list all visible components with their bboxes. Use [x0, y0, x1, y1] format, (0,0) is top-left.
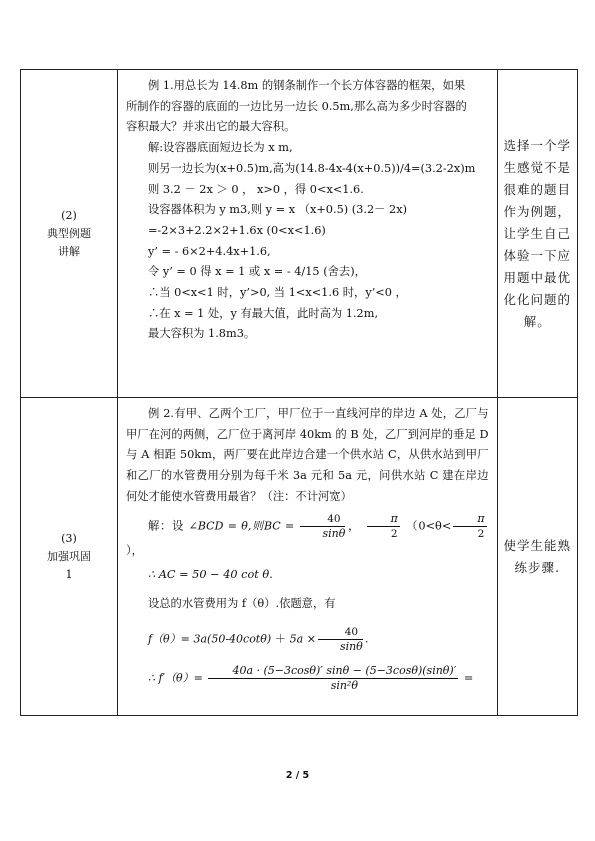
fraction-denominator: sinθ [339, 639, 363, 653]
text-line: ∴当 0<x<1 时，y’>0, 当 1<x<1.6 时，y’<0 ， [147, 286, 407, 300]
f-theta: f（θ）= [147, 632, 190, 646]
text-line: 例 1.用总长为 14.8m 的钢条制作一个长方体容器的框架，如果 [147, 79, 466, 92]
text-line: 则另一边长为(x+0.5)m,高为(14.8-4x-4(x+0.5))/4=(3.2-2x)m [147, 161, 476, 175]
teaching-note: 使学生能熟练步骤. [497, 398, 577, 716]
section-title: 典型例题 [46, 226, 91, 240]
section-subtitle: 1 [65, 567, 73, 581]
cost-function [126, 625, 489, 654]
problem-text: 例 2.有甲、乙两个工厂，甲厂位于一直线河岸的岸边 A 处，乙厂与甲厂在河的两侧，乙厂位于离河岸 40km 的 B 处，乙厂到河岸的垂足 D 与 A 相距 50km，两厂要在此岸边合建一个供水站 C，从供水站到甲厂和乙厂的水管费用分别为每千米 3a 元和 5a 元，问供水站 C 建在岸边何处才能使水管费用最省？（注：不计河宽） [125, 407, 489, 503]
fraction-numerator: π [453, 512, 486, 527]
text-line: ∴在 x = 1 处，y 有最大值，此时高为 1.2m, [147, 306, 379, 320]
period: . [364, 632, 369, 646]
text-line: 最大容积为 1.8m3。 [147, 327, 256, 341]
section-title: 加强巩固 [46, 549, 91, 563]
range-close: ）， [125, 543, 143, 557]
fraction-numerator: 40a · (5−3cosθ)′ sinθ − (5−3cosθ)(sinθ)′ [208, 664, 458, 679]
equals-sign: = [463, 671, 474, 685]
fraction-denominator: sinθ [322, 526, 346, 540]
section-number: (3) [61, 531, 77, 545]
f-prime: ∴ f′（θ）= [147, 671, 203, 685]
derivative-fraction [208, 664, 458, 693]
lesson-table [20, 69, 578, 716]
text-line: 则 3.2 － 2x ＞ 0 ， x>0 ，得 0<x<1.6. [147, 182, 364, 196]
table-row [21, 70, 578, 398]
teaching-note: 选择一个学生感觉不是很难的题目作为例题，让学生自己体验一下应用题中最优化化问题的解。 [497, 70, 577, 398]
section-number: (2) [61, 208, 77, 222]
derivative-line [126, 664, 489, 693]
section-label [21, 398, 118, 716]
section-subtitle: 讲解 [57, 244, 80, 258]
cost-intro: 设总的水管费用为 f（θ）.依题意，有 [147, 596, 336, 610]
term-1: 3a(50-40cotθ) [193, 632, 272, 646]
solution-line [126, 512, 489, 562]
fraction-denominator: 2 [477, 527, 485, 540]
text-line: 容积最大？并求出它的最大容积。 [125, 120, 296, 134]
text-line: =-2×3+2.2×2+1.6x (0<x<1.6) [147, 223, 326, 237]
plus-sign: ＋ [274, 632, 287, 646]
fraction-denominator: sin²θ [330, 678, 358, 692]
solution-prefix: 解：设 [147, 519, 185, 533]
example-1-content [117, 70, 497, 398]
fraction-numerator: 40 [300, 512, 345, 527]
text-line: 解:设容器底面短边长为 x m, [147, 141, 293, 155]
comma: ， [347, 519, 361, 533]
pi-over-2 [367, 512, 400, 541]
term-2: 5a × [289, 632, 316, 646]
section-label [21, 70, 118, 398]
fraction-denominator: 2 [390, 527, 398, 540]
text-line: y’ = - 6×2+4.4x+1.6, [147, 244, 271, 258]
ac-equation: ∴ AC = 50 − 40 cot θ. [147, 568, 273, 582]
fraction-numerator: π [367, 512, 400, 527]
text-line: 设容器体积为 y m3,则 y = x （x+0.5) (3.2－ 2x) [147, 203, 407, 217]
fraction-numerator: 40 [318, 625, 363, 640]
term-2-fraction [318, 625, 363, 654]
range-open: （0<θ< [406, 519, 452, 533]
page-number: 2 / 5 [285, 770, 310, 781]
table-row [21, 398, 578, 716]
example-2-content [117, 398, 497, 716]
pi-over-2 [453, 512, 486, 541]
text-line: 令 y’ = 0 得 x = 1 或 x = - 4/15 (舍去)， [147, 265, 366, 279]
angle-def: ∠BCD = θ,则BC = [188, 519, 299, 533]
bc-fraction [300, 512, 345, 541]
text-line: 所制作的容器的底面的一边比另一边长 0.5m,那么高为多少时容器的 [125, 99, 467, 113]
